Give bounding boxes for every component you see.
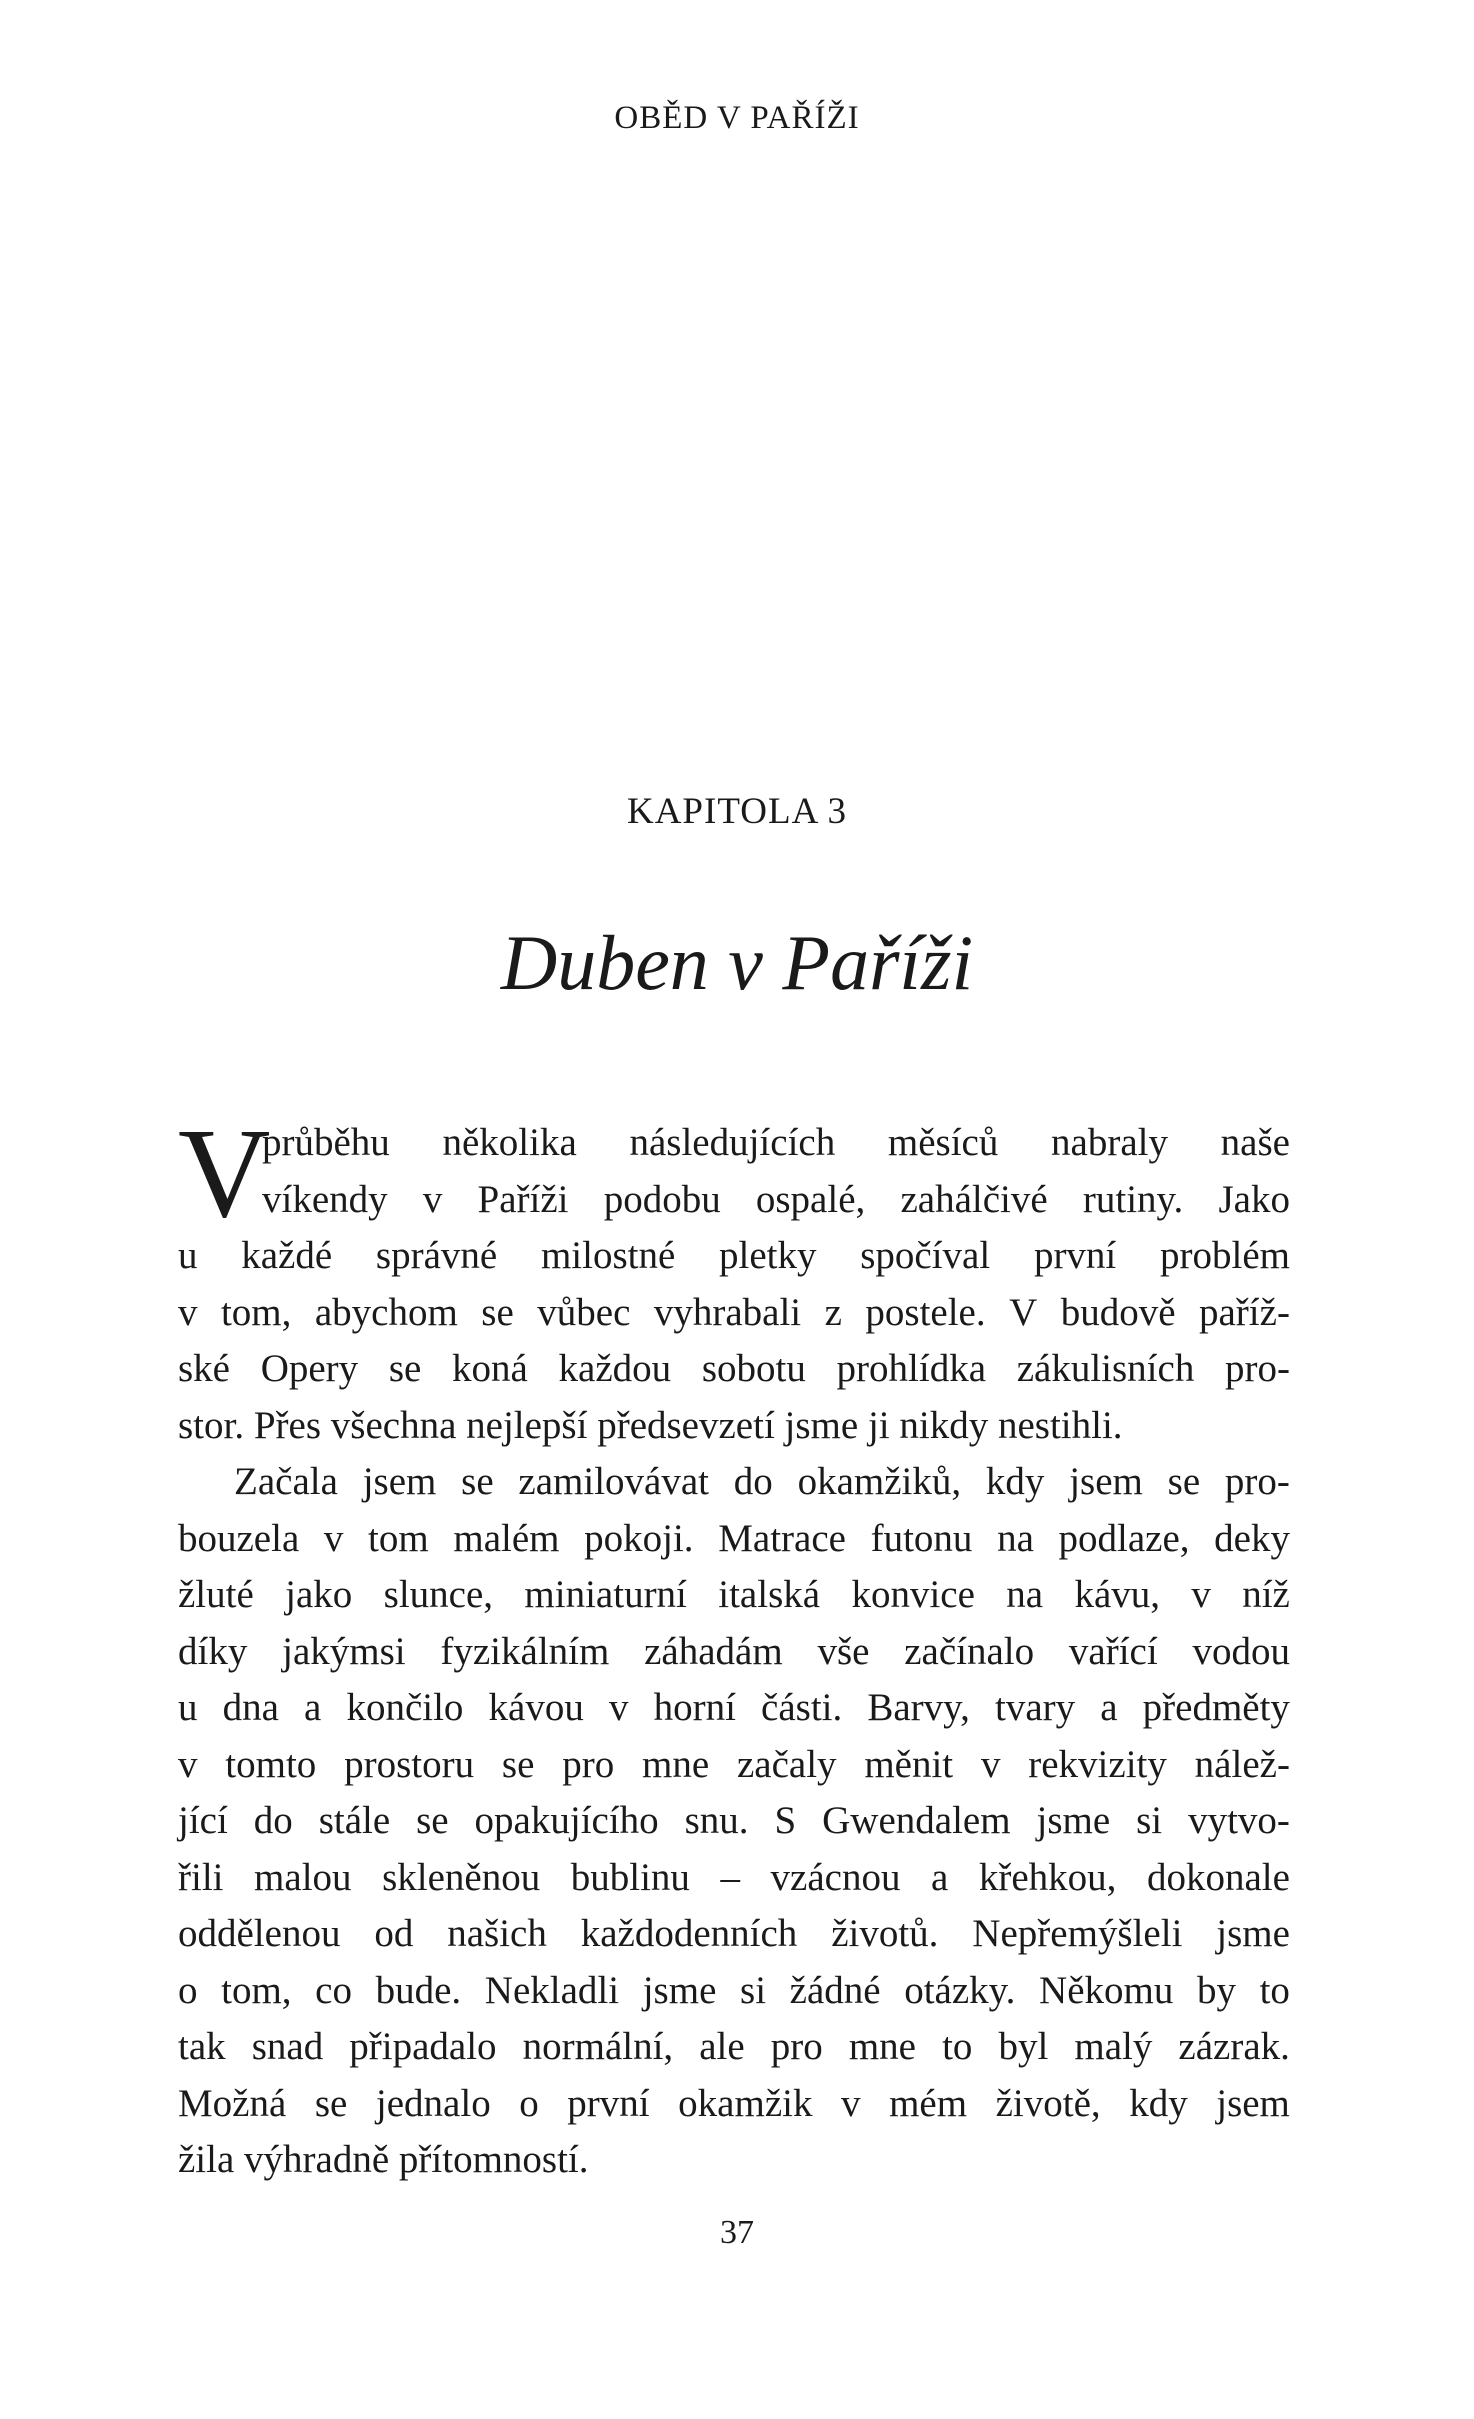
word: do — [733, 1460, 773, 1503]
word: o — [519, 2081, 539, 2125]
text-line — [178, 1737, 1290, 1794]
word: kdy — [1129, 2081, 1188, 2125]
word: ji — [867, 1403, 900, 1447]
word: opakujícího — [474, 1799, 659, 1842]
word: problém — [1160, 1234, 1290, 1277]
word: začínalo — [904, 1629, 1035, 1673]
word: žila — [178, 2138, 245, 2181]
body-text — [178, 1102, 1290, 2189]
word: životů. — [831, 1912, 939, 1955]
word: našich — [447, 1912, 547, 1955]
word: ale — [699, 2025, 745, 2068]
word: Gwendalem — [822, 1799, 1011, 1842]
word: předměty — [1142, 1686, 1290, 1729]
word: a — [931, 1855, 949, 1899]
word: a — [304, 1686, 322, 1729]
word: slunce, — [383, 1573, 494, 1616]
word: nejlepší — [466, 1403, 598, 1447]
word: miniaturní — [524, 1573, 687, 1616]
word: začaly — [736, 1742, 837, 1786]
word: v — [980, 1742, 1001, 1786]
word: měnit — [864, 1742, 954, 1786]
word: bouzela — [178, 1516, 300, 1560]
word: vyhrabali — [653, 1290, 802, 1334]
word: Matrace — [718, 1516, 846, 1560]
word: v — [841, 2081, 861, 2125]
word: Přes — [253, 1403, 331, 1447]
text-line — [178, 1963, 1290, 2020]
word: oddělenou — [178, 1912, 341, 1955]
word: okamžik — [678, 2081, 813, 2125]
word: kávou — [488, 1686, 584, 1729]
word: nabraly — [1051, 1121, 1168, 1164]
word: snad — [251, 2025, 324, 2068]
word: horní — [653, 1686, 736, 1729]
word: ské — [178, 1347, 230, 1390]
word: u — [178, 1234, 198, 1277]
word: díky — [178, 1629, 248, 1673]
word: se — [314, 2081, 348, 2125]
word: první — [567, 2081, 650, 2125]
word: části. — [761, 1686, 843, 1729]
word: každodenních — [580, 1912, 798, 1955]
word: Možná — [178, 2081, 287, 2125]
word: v — [178, 1742, 198, 1786]
word: futonu — [870, 1516, 973, 1560]
word: Někomu — [1039, 1968, 1174, 2012]
word: první — [1033, 1234, 1117, 1277]
word: rutiny. — [1082, 1177, 1184, 1221]
word: ospalé, — [755, 1177, 866, 1221]
word: stor. — [178, 1403, 254, 1447]
word: podlaze, — [1058, 1516, 1190, 1560]
word: tom, — [221, 1968, 292, 2012]
word: postele. — [865, 1290, 986, 1334]
text-line — [178, 1511, 1290, 1568]
word: S — [774, 1799, 797, 1842]
word: dokonale — [1146, 1855, 1290, 1899]
word: zákulisních — [1016, 1347, 1195, 1390]
word: řili — [178, 1855, 224, 1899]
word: jednalo — [375, 2081, 491, 2125]
chapter-title: Duben v Paříži — [500, 919, 974, 1006]
word: v — [608, 1686, 629, 1729]
word: paříž- — [1199, 1290, 1290, 1334]
page-number: 37 — [720, 2214, 754, 2251]
word: a — [1100, 1686, 1118, 1729]
word: malý — [1074, 2025, 1153, 2068]
word: v — [1191, 1573, 1211, 1616]
word: Nepřemýšleli — [972, 1912, 1183, 1955]
text-line — [178, 1567, 1290, 1624]
word: prohlídka — [836, 1347, 987, 1390]
word: se — [1167, 1460, 1201, 1503]
word: podobu — [603, 1177, 721, 1221]
word: bublinu — [570, 1855, 690, 1899]
word: italská — [718, 1573, 821, 1616]
word: okamžiků, — [797, 1460, 962, 1503]
word: se — [388, 1347, 422, 1390]
word: od — [374, 1912, 414, 1955]
word: v — [323, 1516, 344, 1560]
word: prostoru — [344, 1742, 475, 1786]
word: žluté — [178, 1573, 254, 1616]
word: Jako — [1218, 1177, 1290, 1221]
word: jsme — [1036, 1799, 1111, 1842]
text-line — [178, 1906, 1290, 1963]
word: měsíců — [887, 1121, 999, 1164]
word: budově — [1060, 1290, 1176, 1334]
word: vařící — [1068, 1629, 1158, 1673]
word: na — [1006, 1573, 1044, 1616]
word: výhradně — [244, 2138, 399, 2181]
word: následujících — [629, 1121, 836, 1164]
word: stále — [318, 1799, 391, 1842]
word: fyzikálním — [440, 1629, 610, 1673]
word: sobotu — [701, 1347, 806, 1390]
word: to — [942, 2025, 973, 2068]
text-line — [178, 1850, 1290, 1907]
word: abychom — [314, 1290, 458, 1334]
word: si — [740, 1968, 767, 2012]
word: mém — [889, 2081, 968, 2125]
word: každou — [558, 1347, 672, 1390]
word: spočíval — [860, 1234, 991, 1277]
word: vytvo- — [1188, 1799, 1290, 1842]
word: níž — [1242, 1573, 1290, 1616]
word: u — [178, 1686, 198, 1729]
word: každé — [241, 1234, 333, 1277]
word: Začala — [234, 1460, 338, 1503]
word: připadalo — [349, 2025, 497, 2068]
word: jsem — [1069, 1460, 1143, 1503]
text-line — [178, 1793, 1290, 1850]
word: jsme — [784, 1403, 868, 1447]
text-line — [178, 1341, 1290, 1398]
word: vůbec — [537, 1290, 631, 1334]
word: Nekladli — [484, 1968, 620, 2012]
word: končilo — [346, 1686, 464, 1729]
word: přítomností. — [398, 2138, 589, 2181]
word: vodou — [1192, 1629, 1290, 1673]
word: rekvizity — [1028, 1742, 1167, 1786]
word: jsme — [1216, 1912, 1290, 1955]
word: konvice — [851, 1573, 975, 1616]
word: zázrak. — [1178, 2025, 1290, 2068]
word: vzácnou — [770, 1855, 901, 1899]
word: snu. — [684, 1799, 749, 1842]
text-line — [178, 1228, 1290, 1285]
chapter-label: KAPITOLA 3 — [626, 791, 848, 832]
word: pro — [770, 2025, 823, 2068]
word: do — [253, 1799, 293, 1842]
word: záhadám — [644, 1629, 783, 1673]
word: průběhu — [262, 1121, 390, 1164]
word: koná — [452, 1347, 528, 1390]
word: naše — [1220, 1121, 1290, 1164]
text-line — [178, 1398, 1290, 1455]
word: jsem — [1216, 2081, 1290, 2125]
word: skleněnou — [382, 1855, 541, 1899]
word: normální, — [522, 2025, 674, 2068]
word: tom — [368, 1516, 429, 1560]
word: pro- — [1225, 1347, 1290, 1390]
word: všechna — [330, 1403, 467, 1447]
word: milostné — [540, 1234, 676, 1277]
word: pokoji. — [584, 1516, 694, 1560]
word: mne — [642, 1742, 710, 1786]
text-line — [178, 2019, 1290, 2076]
word: – — [720, 1855, 740, 1899]
word: jakýmsi — [282, 1629, 406, 1673]
text-line — [178, 1115, 1290, 1172]
word: pletky — [719, 1234, 817, 1277]
word: se — [501, 1742, 535, 1786]
word: tom, — [220, 1290, 292, 1334]
word: se — [461, 1460, 494, 1503]
word: z — [824, 1290, 842, 1334]
word: kávu, — [1074, 1573, 1160, 1616]
text-line — [178, 1172, 1290, 1229]
word: Paříži — [477, 1177, 569, 1221]
word: zamilovávat — [518, 1460, 710, 1503]
word: tvary — [994, 1686, 1076, 1729]
word: malém — [453, 1516, 560, 1560]
word: co — [315, 1968, 352, 2012]
word: nestihli. — [997, 1403, 1123, 1447]
word: na — [997, 1516, 1034, 1560]
word: mne — [848, 2025, 916, 2068]
word: tomto — [225, 1742, 317, 1786]
word: Barvy, — [867, 1686, 970, 1729]
running-head: OBĚD V PAŘÍŽI — [614, 100, 860, 136]
word: kdy — [985, 1460, 1045, 1503]
word: jsme — [642, 1968, 717, 2012]
word: bude. — [375, 1968, 462, 2012]
word: žádné — [789, 1968, 881, 2012]
word: nálež- — [1194, 1742, 1290, 1786]
text-line — [178, 2076, 1290, 2133]
word: víkendy — [262, 1177, 388, 1221]
word: se — [481, 1290, 514, 1334]
word: několika — [442, 1121, 577, 1164]
text-line — [178, 1454, 1290, 1511]
text-line — [178, 1624, 1290, 1681]
word: by — [1196, 1968, 1236, 2012]
word: jící — [178, 1799, 228, 1842]
word: tak — [178, 2025, 226, 2068]
word: jako — [285, 1573, 353, 1616]
word: pro- — [1224, 1460, 1290, 1503]
word: malou — [254, 1855, 352, 1899]
word: o — [178, 1968, 198, 2012]
word: pro — [562, 1742, 615, 1786]
word: křehkou, — [978, 1855, 1117, 1899]
word: si — [1136, 1799, 1163, 1842]
word: V — [1009, 1290, 1038, 1334]
word: Opery — [260, 1347, 359, 1390]
word: v — [422, 1177, 443, 1221]
word: předsevzetí — [597, 1403, 785, 1447]
word: to — [1259, 1968, 1290, 2012]
word: zahálčivé — [900, 1177, 1048, 1221]
word: deky — [1214, 1516, 1290, 1560]
text-line — [178, 2132, 1290, 2189]
text-line — [178, 1285, 1290, 1342]
word: byl — [998, 2025, 1049, 2068]
word: jsem — [362, 1460, 437, 1503]
word: vše — [817, 1629, 870, 1673]
word: správné — [375, 1234, 498, 1277]
word: nikdy — [899, 1403, 998, 1447]
word: se — [416, 1799, 449, 1842]
text-line — [178, 1680, 1290, 1737]
word: otázky. — [904, 1968, 1016, 2012]
word: životě, — [995, 2081, 1101, 2125]
drop-cap: V — [178, 1102, 271, 1244]
word: dna — [222, 1686, 279, 1729]
word: v — [178, 1290, 198, 1334]
